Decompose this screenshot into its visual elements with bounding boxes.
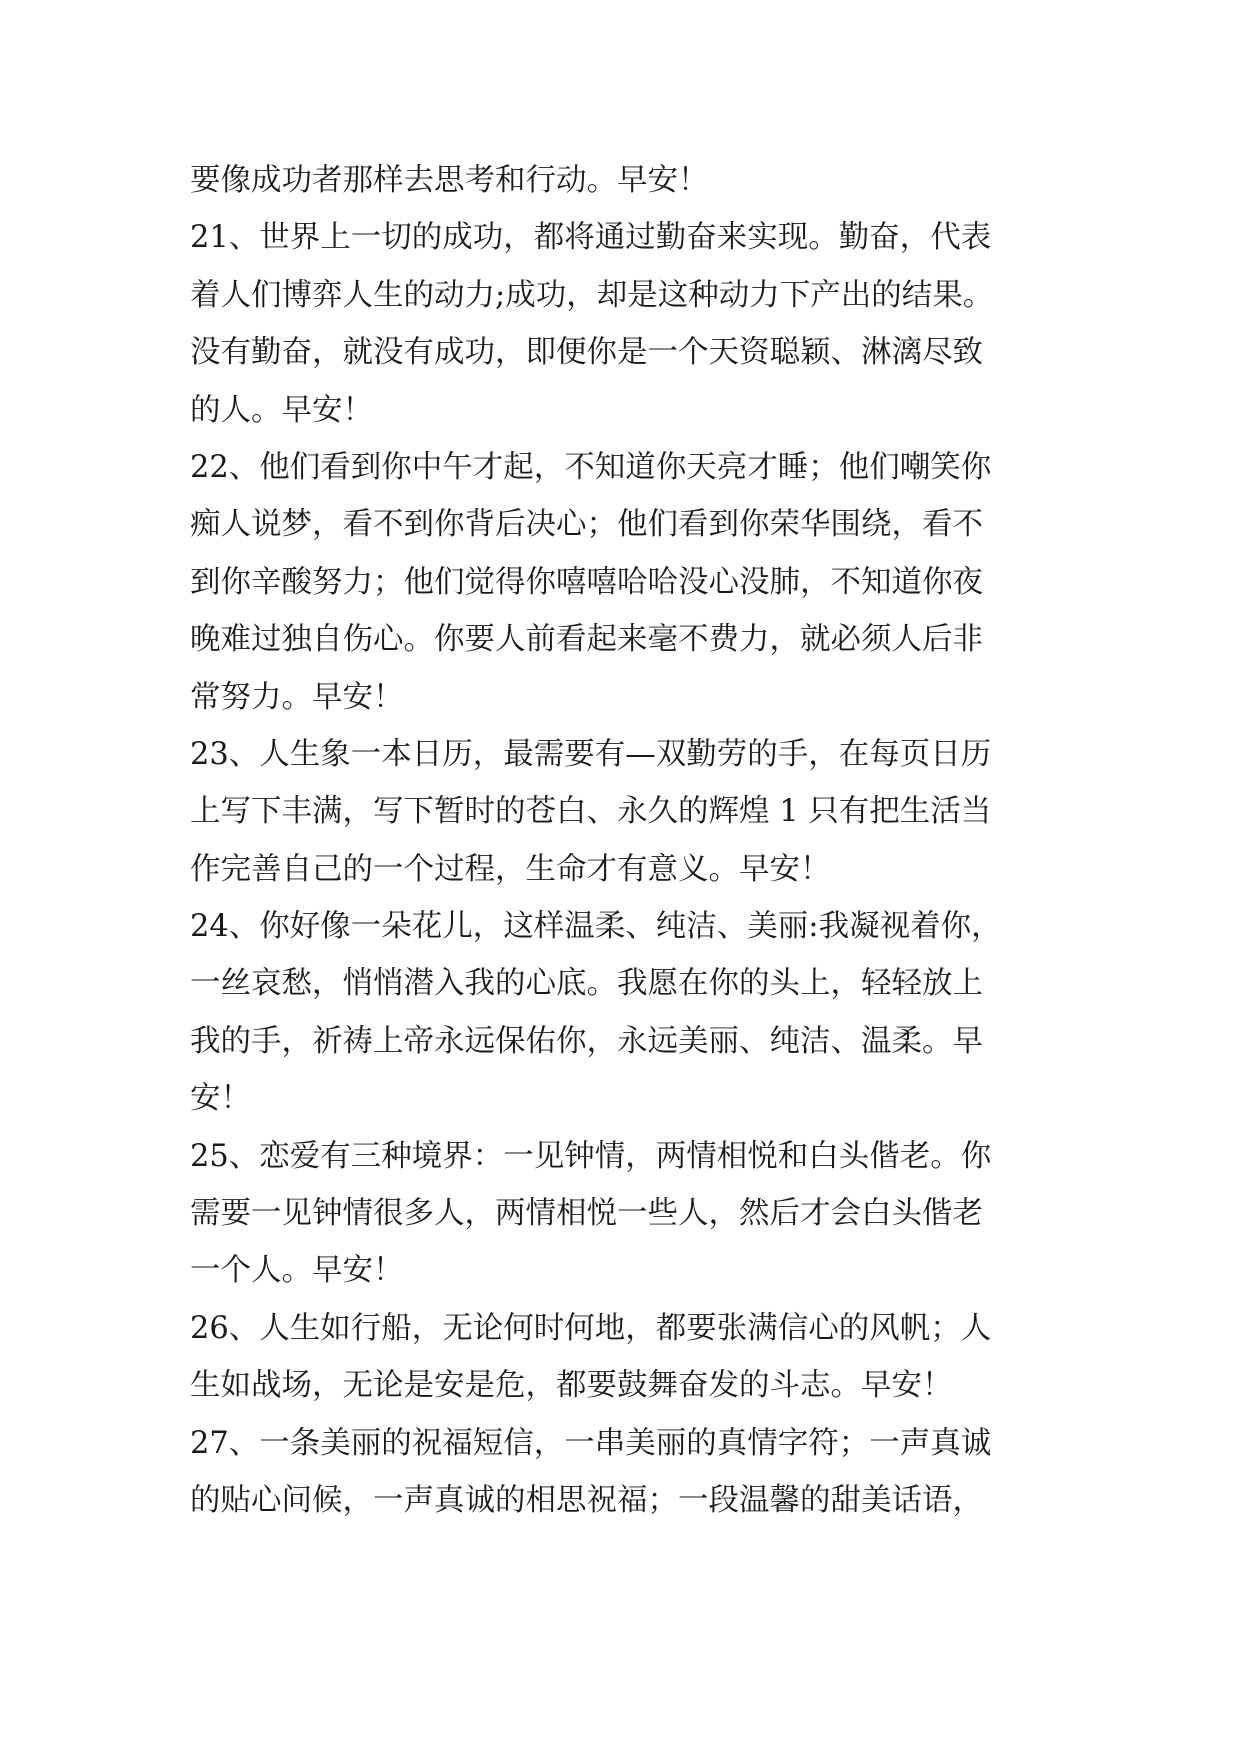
text-line: 25、恋爱有三种境界：一见钟情，两情相悦和白头偕老。你: [190, 1138, 992, 1174]
text-line: 生如战场，无论是安是危，都要鼓舞奋发的斗志。早安！: [190, 1368, 953, 1404]
text-line: 安！: [190, 1081, 251, 1117]
text-line: 晚难过独自伤心。你要人前看起来毫不费力，就必须人后非: [190, 622, 983, 658]
text-line: 的贴心问候，一声真诚的相思祝福；一段温馨的甜美话语，: [190, 1482, 983, 1518]
text-line: 我的手，祈祷上帝永远保佑你，永远美丽、纯洁、温柔。早: [190, 1023, 983, 1059]
document-body: [190, 152, 1070, 1529]
text-line: 27、一条美丽的祝福短信，一串美丽的真情字符；一声真诚: [190, 1425, 992, 1461]
text-line: 到你辛酸努力；他们觉得你嘻嘻哈哈没心没肺，不知道你夜: [190, 564, 983, 600]
text-line: 一丝哀愁，悄悄潜入我的心底。我愿在你的头上，轻轻放上: [190, 966, 983, 1002]
text-line: 一个人。早安！: [190, 1253, 404, 1289]
text-line: 痴人说梦，看不到你背后决心；他们看到你荣华围绕，看不: [190, 507, 983, 543]
text-line: 22、他们看到你中午才起，不知道你天亮才睡；他们嘲笑你: [190, 449, 992, 485]
text-line: 的人。早安！: [190, 392, 373, 428]
text-line: 21、世界上一切的成功，都将通过勤奋来实现。勤奋，代表: [190, 220, 992, 256]
text-line: 上写下丰满，写下暂时的苍白、永久的辉煌 1 只有把生活当: [190, 794, 992, 830]
text-line: 着人们博弈人生的动力;成功，却是这种动力下产出的结果。: [190, 277, 994, 313]
text-line: 要像成功者那样去思考和行动。早安！: [190, 163, 709, 198]
text-line: 26、人生如行船，无论何时何地，都要张满信心的风帆；人: [190, 1310, 992, 1346]
text-line: 24、你好像一朵花儿，这样温柔、纯洁、美丽:我凝视着你，: [190, 909, 1002, 945]
text-line: 23、人生象一本日历，最需要有—双勤劳的手，在每页日历: [190, 736, 992, 772]
text-line: 没有勤奋，就没有成功，即便你是一个天资聪颖、淋漓尽致: [190, 335, 983, 371]
text-line: 需要一见钟情很多人，两情相悦一些人，然后才会白头偕老: [190, 1196, 983, 1232]
text-line: 作完善自己的一个过程，生命才有意义。早安！: [190, 851, 831, 887]
text-line: 常努力。早安！: [190, 679, 404, 715]
